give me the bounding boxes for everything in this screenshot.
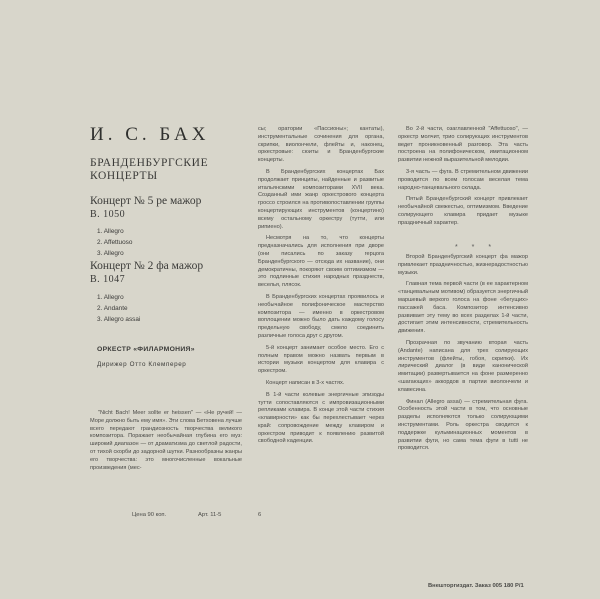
concerto-5-heading <box>90 195 201 221</box>
article-label: Арт. 11-5 <box>198 512 222 518</box>
orchestra-name: ОРКЕСТР «ФИЛАРМОНИЯ» <box>97 346 195 353</box>
composer-name: И. С. БАХ <box>90 124 210 145</box>
price-label: Цена 90 коп. <box>132 512 167 518</box>
section-divider-stars: * * * <box>455 244 498 251</box>
work-title-line1: БРАНДЕНБУРГСКИЕ <box>90 157 209 169</box>
paragraph: Концерт написан в 3-х частях. <box>266 379 345 386</box>
paragraph: "Nicht Bach! Meer sollte er heissen" — «Не ручей! — Море должно быть ему имя». Эти слова Бетховена лучше всего передают грандиозность творчества великого композитора. Поражает необычайная глубина его муз: широкий диапазон — от драматизма до светлой радости, от тихой скорби до задорной шутки. Разнообразны жанры его творчества: это многочисленные вокальные произведения (мес- <box>90 410 242 471</box>
paragraph: 3-я часть — фуга. В стремительном движении проводится по всем голосам веселая тема народно-танцевального склада. <box>398 168 528 191</box>
movement-item: 3. Allegro <box>97 250 124 257</box>
paragraph: В 1-й части колевые энергичные эпизоды тутти сопоставляются с импровизационными репликами клавира. В конце этой части стихия «клавирности» как бы перехлестывает через край: сопровождение между клавиром и оркестром приводит к появлению развитой свободной каденции. <box>258 391 384 445</box>
publisher-info: Внешторгиздат. Заказ 005 180 Р/1 <box>428 583 524 589</box>
paragraph: Во 2-й части, озаглавленной "Affettuoso", — оркестр молчит, трио солирующих инструментов ведет проникновенный разговор. Эта часть построена на полифоническом, имитационном развитии нежной выразительной мелодии. <box>398 126 528 164</box>
concerto-2-heading <box>90 260 203 286</box>
paragraph: 5-й концерт занимает особое место. Его с полным правом можно назвать первым в истории музыки концертом для клавира с оркестром. <box>258 344 384 375</box>
paragraph: В Бранденбургских концертах проявилось и необычайное полифоническое мастерство композитора — именно в оркестровом воплощении можно было дать каждому голосу предельную свободу, смело соединить различные голоса друг с другом. <box>258 293 384 339</box>
intro-text <box>90 410 242 476</box>
paragraph: В Бранденбургских концертах Бах продолжает принципы, найденные и развитые итальянскими композиторами XVII века. Созданный ими жанр оркестрового концерта гроссо строился на противопоставлении группы концертирующих инструментов (концертино) всему остальному оркестру (тутти, или рипиено). <box>258 168 384 230</box>
movement-item: 2. Andante <box>97 305 128 312</box>
concerto-title: Концерт № 5 ре мажор <box>90 195 202 207</box>
movement-item: 1. Allegro <box>97 228 124 235</box>
conductor-name: Дирижер Отто Клемперер <box>97 361 187 368</box>
concerto-title: Концерт № 2 фа мажор <box>90 260 204 272</box>
work-title-line2: КОНЦЕРТЫ <box>90 170 158 182</box>
page-number: 6 <box>258 512 262 518</box>
column-3-text-a <box>398 126 528 232</box>
paragraph: Главная тема первой части (в ее характерном «танцевальным мотивом) образуется энергичный маршевый веркого голоса на фоне «бегущих» пассажей баса. Композитор интенсивно развивает эту тему во всех разделах 1-й части, достигает этим интенсивности, стремительность движения. <box>398 281 528 335</box>
movement-item: 2. Affettuoso <box>97 239 133 246</box>
concerto-catalog: B. 1050 <box>90 209 126 220</box>
work-title <box>90 157 208 183</box>
paragraph: сы; оратории «Пассионы»; кантаты), инструментальные сочинения для органа, скрипки, виолончели, флейты и, наконец, оркестровые: сюиты и Бранденбургские концерты. <box>258 126 384 164</box>
column-3-text-b <box>398 254 528 457</box>
concerto-2-movements <box>97 292 140 325</box>
concerto-5-movements <box>97 226 132 259</box>
concerto-catalog: B. 1047 <box>90 274 126 285</box>
paragraph: Прозрачная по звучанию вторая часть (Andante) написана для трех солирующих инструментов (флейты, гобоя, скрипки). Их лирический диалог (в виде канонической имитации) развертывается на фоне размеренно «шагающих» аккордов в партии виолончели и клавесина. <box>398 339 528 393</box>
paragraph: Пятый Бранденбургский концерт привлекает необычайной свежестью, оптимизмом. Введение солирующего клавира придает музыке праздничный характер. <box>398 196 528 226</box>
paragraph: Несмотря на то, что концерты предназначались для исполнения при дворе (они писались по заказу герцога Бранденбургского — отсюда их название), они демократичны, покоряют своим оптимизмом — это подлинные стихия народных празднеств, веселья, плясок. <box>258 235 384 289</box>
paragraph: Финал (Allegro assai) — стремительная фуга. Особенность этой части в том, что основные разделы исполняются только солирующими инструментами. Роль оркестра сводится к поддержке кульминационных моментов в развитии фуги, но сама тема фуги в tutti не проводится. <box>398 398 528 452</box>
paragraph: Второй Бранденбургский концерт фа мажор привлекает праздничностью, жизнерадостностью музыки. <box>398 254 528 276</box>
column-2-text <box>258 126 384 450</box>
movement-item: 1. Allegro <box>97 294 124 301</box>
movement-item: 3. Allegro assai <box>97 316 141 323</box>
